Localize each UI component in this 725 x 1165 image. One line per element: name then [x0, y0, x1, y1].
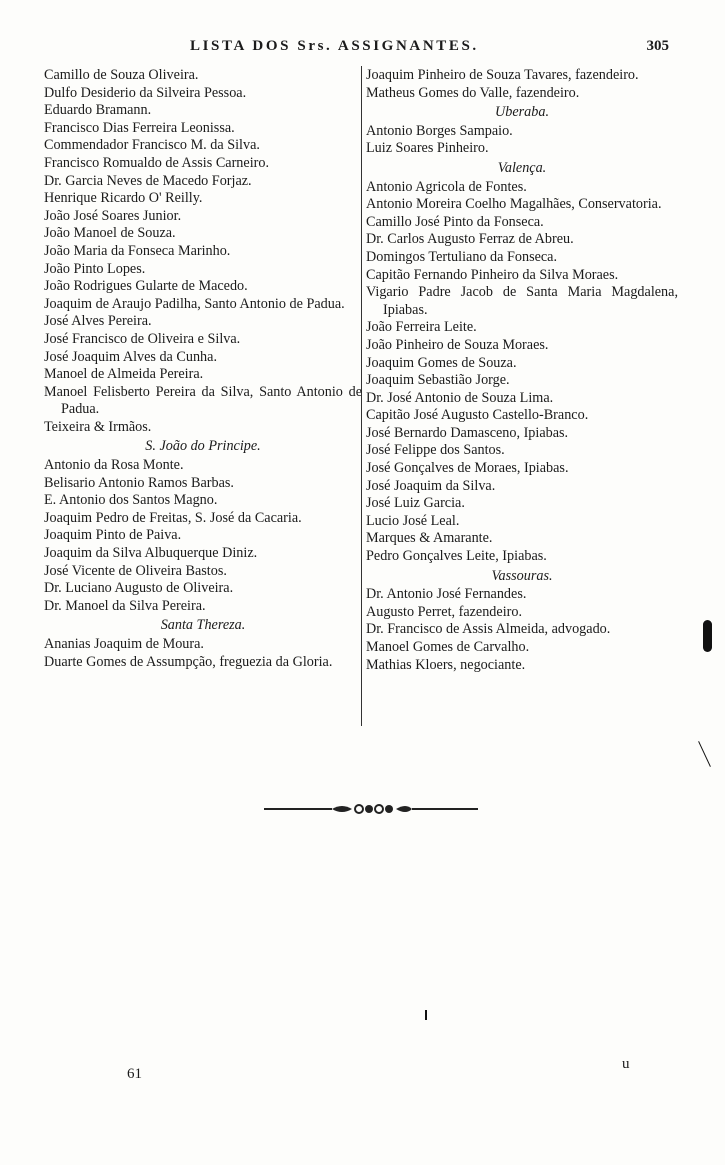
subscriber-entry: Joaquim de Araujo Padilha, Santo Antonio de Padua.	[44, 295, 345, 312]
scan-mark	[425, 1010, 427, 1020]
subscriber-entry: Lucio José Leal.	[366, 512, 460, 529]
subscriber-entry: Eduardo Bramann.	[44, 102, 152, 119]
subscriber-entry: Vigario Padre Jacob de Santa Maria Magdalena, Ipiabas.	[366, 284, 678, 318]
subscriber-entry: João Maria da Fonseca Marinho.	[44, 242, 231, 259]
subscriber-entry: Dr. Luciano Augusto de Oliveira.	[44, 580, 234, 597]
subscriber-entry: Francisco Dias Ferreira Leonissa.	[44, 119, 235, 136]
subscriber-entry: Capitão Fernando Pinheiro da Silva Moraes.	[366, 266, 619, 283]
subscriber-entry: Dulfo Desiderio da Silveira Pessoa.	[44, 84, 247, 101]
subscriber-entry: Matheus Gomes do Valle, fazendeiro.	[366, 84, 580, 101]
section-heading: Santa Thereza.	[160, 617, 246, 634]
page-number: 305	[646, 38, 669, 54]
subscriber-entry: E. Antonio dos Santos Magno.	[44, 492, 218, 509]
signature-number: 61	[127, 1066, 142, 1082]
subscriber-entry: Capitão José Augusto Castello-Branco.	[366, 407, 589, 424]
subscriber-entry: José Gonçalves de Moraes, Ipiabas.	[366, 460, 569, 477]
section-heading: Vassouras.	[491, 567, 553, 584]
ornament-divider	[262, 800, 482, 818]
section-heading: S. João do Principe.	[145, 438, 261, 455]
subscriber-entry: José Alves Pereira.	[44, 313, 152, 330]
subscriber-entry: João José Soares Junior.	[44, 207, 182, 224]
subscriber-entry: José Vicente de Oliveira Bastos.	[44, 562, 227, 579]
subscriber-entry: Marques & Amarante.	[366, 530, 493, 547]
subscriber-entry: Dr. Carlos Augusto Ferraz de Abreu.	[366, 231, 574, 248]
subscriber-entry: José Luiz Garcia.	[366, 495, 465, 512]
subscriber-entry: Duarte Gomes de Assumpção, freguezia da Gloria.	[44, 653, 333, 670]
subscriber-entry: José Francisco de Oliveira e Silva.	[44, 330, 241, 347]
subscriber-entry: Antonio Moreira Coelho Magalhães, Conservatoria.	[366, 196, 662, 213]
subscriber-entry: João Pinto Lopes.	[44, 260, 146, 277]
subscriber-entry: Camillo de Souza Oliveira.	[44, 67, 199, 83]
subscriber-entry: Domingos Tertuliano da Fonseca.	[366, 248, 558, 265]
subscriber-entry: Dr. Garcia Neves de Macedo Forjaz.	[44, 172, 252, 189]
subscriber-entry: Augusto Perret, fazendeiro.	[366, 603, 523, 620]
signature-letter: u	[622, 1056, 630, 1072]
subscriber-entry: Dr. José Antonio de Souza Lima.	[366, 389, 554, 406]
subscriber-entry: Manoel de Almeida Pereira.	[44, 366, 204, 383]
subscriber-entry: Luiz Soares Pinheiro.	[366, 140, 489, 157]
section-heading: Uberaba.	[495, 104, 549, 121]
subscriber-entry: Mathias Kloers, negociante.	[366, 656, 526, 673]
subscriber-entry: Belisario Antonio Ramos Barbas.	[44, 474, 234, 491]
subscriber-entry: Dr. Antonio José Fernandes.	[366, 586, 527, 603]
scan-mark	[703, 620, 712, 652]
subscriber-entry: Antonio Borges Sampaio.	[366, 122, 513, 139]
scan-mark	[698, 741, 711, 767]
subscriber-entry: Manoel Felisberto Pereira da Silva, Santo Antonio de Padua.	[44, 383, 362, 418]
subscriber-entry: Antonio Agricola de Fontes.	[366, 178, 527, 195]
subscriber-entry: Pedro Gonçalves Leite, Ipiabas.	[366, 548, 547, 565]
subscriber-entry: Francisco Romualdo de Assis Carneiro.	[44, 154, 269, 171]
subscriber-entry: José Felippe dos Santos.	[366, 442, 505, 459]
subscriber-entry: Ananias Joaquim de Moura.	[44, 636, 204, 652]
subscriber-entry: Joaquim Pedro de Freitas, S. José da Cacaria.	[44, 509, 302, 526]
subscriber-entry: Commendador Francisco M. da Silva.	[44, 137, 260, 154]
subscriber-entry: Henrique Ricardo O' Reilly.	[44, 190, 203, 207]
page-title: LISTA DOS Srs. ASSIGNANTES.	[190, 38, 479, 54]
subscriber-entry: José Bernardo Damasceno, Ipiabas.	[366, 424, 569, 441]
subscriber-entry: João Rodrigues Gularte de Macedo.	[44, 278, 248, 295]
left-column	[44, 67, 362, 671]
subscriber-entry: Dr. Francisco de Assis Almeida, advogado.	[366, 621, 611, 638]
subscriber-entry: João Ferreira Leite.	[366, 319, 477, 336]
subscriber-entry: Joaquim Sebastião Jorge.	[366, 372, 510, 389]
subscriber-entry: Manoel Gomes de Carvalho.	[366, 639, 530, 655]
subscriber-entry: Antonio da Rosa Monte.	[44, 457, 184, 474]
subscriber-entry: Joaquim Pinheiro de Souza Tavares, fazendeiro.	[366, 67, 639, 83]
right-column	[366, 67, 678, 674]
subscriber-entry: Joaquim Gomes de Souza.	[366, 354, 517, 371]
section-heading: Valença.	[497, 159, 547, 176]
subscriber-entry: José Joaquim Alves da Cunha.	[44, 348, 217, 365]
subscriber-entry: Dr. Manoel da Silva Pereira.	[44, 597, 206, 614]
subscriber-entry: Joaquim Pinto de Paiva.	[44, 527, 182, 544]
subscriber-entry: João Manoel de Souza.	[44, 225, 176, 242]
subscriber-entry: João Pinheiro de Souza Moraes.	[366, 336, 549, 353]
page-header	[0, 38, 725, 60]
subscriber-entry: José Joaquim da Silva.	[366, 477, 496, 494]
subscriber-entry: Joaquim da Silva Albuquerque Diniz.	[44, 545, 258, 562]
subscriber-entry: Camillo José Pinto da Fonseca.	[366, 213, 544, 230]
subscriber-entry: Teixeira & Irmãos.	[44, 418, 152, 435]
